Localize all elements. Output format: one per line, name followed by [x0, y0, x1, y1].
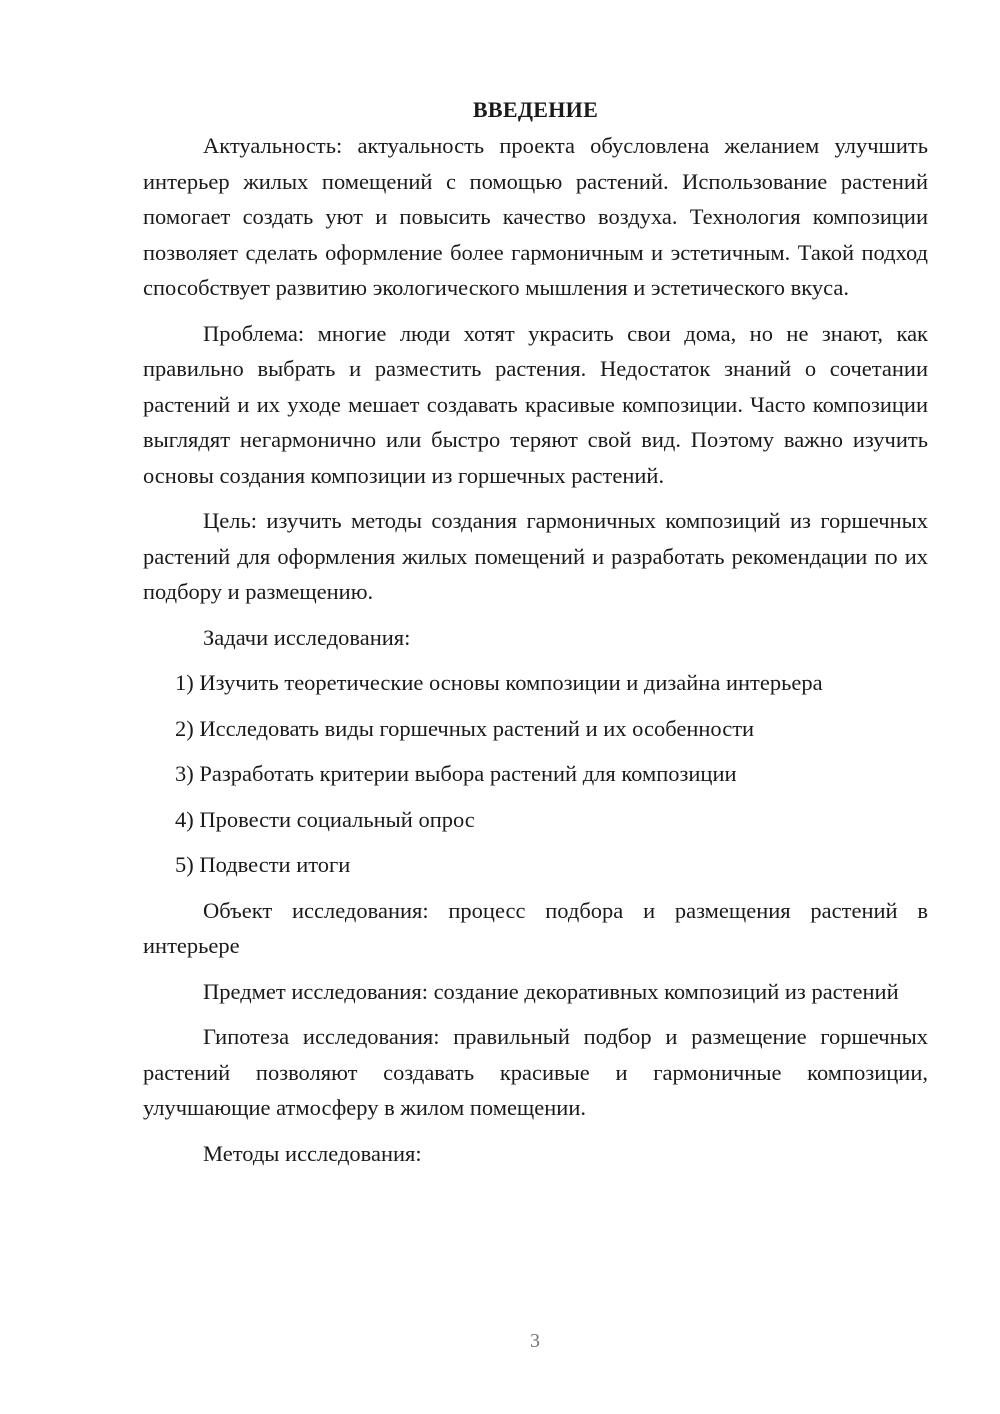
- tasks-heading: Задачи исследования:: [203, 624, 411, 650]
- task-item: 5) Подвести итоги: [175, 852, 351, 877]
- goal-paragraph: Цель: изучить методы создания гармоничных композиций из горшечных растений для оформления жилых помещений и разработать рекомендации по их подбору и размещению.: [143, 508, 928, 604]
- section-title: ВВЕДЕНИЕ: [472, 97, 599, 122]
- task-item: 1) Изучить теоретические основы композиции и дизайна интерьера: [175, 670, 823, 695]
- relevance-paragraph: Актуальность: актуальность проекта обусловлена желанием улучшить интерьер жилых помещений с помощью растений. Использование растений помогает создать уют и повысить качество воздуха. Технология композиции позволяет сделать оформление более гармоничным и эстетичным. Такой подход способствует развитию экологического мышления и эстетического вкуса.: [143, 133, 928, 300]
- task-item: 4) Провести социальный опрос: [175, 806, 475, 832]
- task-item: 2) Исследовать виды горшечных растений и их особенности: [175, 715, 755, 741]
- document-page: [143, 92, 928, 1181]
- object-paragraph: Объект исследования: процесс подбора и размещения растений в интерьере: [143, 897, 928, 958]
- task-item: 3) Разработать критерии выбора растений для композиции: [175, 761, 737, 786]
- subject-paragraph: Предмет исследования: создание декоративных композиций из растений: [203, 978, 899, 1004]
- hypothesis-paragraph: Гипотеза исследования: правильный подбор и размещение горшечных растений позволяют создавать красивые и гармоничные композиции, улучшающие атмосферу в жилом помещении.: [143, 1024, 928, 1120]
- problem-paragraph: Проблема: многие люди хотят украсить свои дома, но не знают, как правильно выбрать и разместить растения. Недостаток знаний о сочетании растений и их уходе мешает создавать красивые композиции. Часто композиции выглядят негармонично или быстро теряют свой вид. Поэтому важно изучить основы создания композиции из горшечных растений.: [143, 320, 928, 488]
- methods-heading: Методы исследования:: [203, 1140, 422, 1166]
- page-number: 3: [530, 1330, 540, 1352]
- tasks-list: [143, 665, 928, 883]
